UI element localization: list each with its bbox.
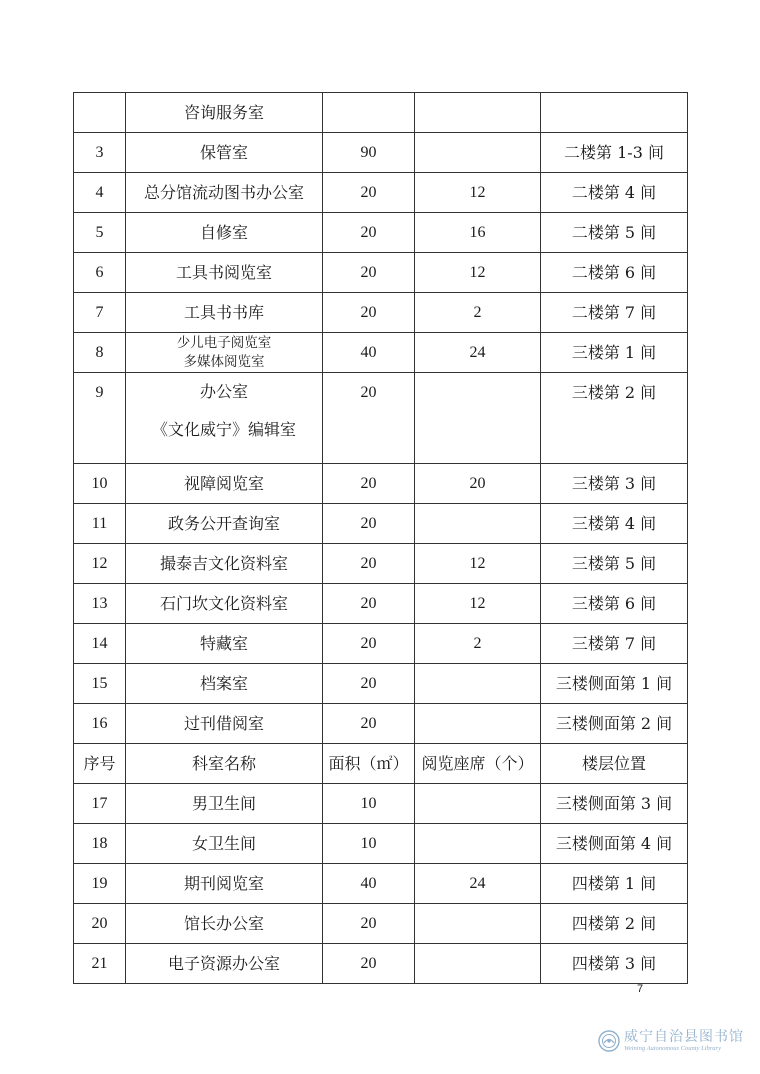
- room-floor: 二楼第 4 间: [541, 173, 688, 213]
- room-name: [126, 373, 323, 464]
- room-area: 20: [323, 704, 415, 744]
- row-number: 15: [74, 664, 126, 704]
- row-number: 7: [74, 293, 126, 333]
- room-floor: 三楼第 4 间: [541, 504, 688, 544]
- room-seats: 2: [415, 293, 541, 333]
- room-area: 20: [323, 293, 415, 333]
- room-floor: 二楼第 1-3 间: [541, 133, 688, 173]
- watermark-title: 威宁自治县图书馆: [624, 1029, 744, 1045]
- table-row: [74, 333, 688, 373]
- room-area: 20: [323, 504, 415, 544]
- room-name: 过刊借阅室: [126, 704, 323, 744]
- table-row: [74, 504, 688, 544]
- table-row: [74, 944, 688, 984]
- room-name-line: 多媒体阅览室: [183, 353, 265, 370]
- room-seats: 2: [415, 624, 541, 664]
- row-number: 21: [74, 944, 126, 984]
- room-floor: 三楼第 2 间: [541, 373, 688, 464]
- header-number: 序号: [74, 744, 126, 784]
- row-number: 4: [74, 173, 126, 213]
- room-seats: [415, 664, 541, 704]
- room-area: 20: [323, 584, 415, 624]
- page-number: 7: [637, 983, 644, 995]
- room-seats: 12: [415, 253, 541, 293]
- table-row: [74, 373, 688, 464]
- row-number: 17: [74, 784, 126, 824]
- room-name-line: 少儿电子阅览室: [176, 334, 272, 351]
- table-row: [74, 253, 688, 293]
- room-floor: 二楼第 7 间: [541, 293, 688, 333]
- room-floor: 三楼侧面第 1 间: [541, 664, 688, 704]
- room-seats: [415, 784, 541, 824]
- room-name: 工具书书库: [126, 293, 323, 333]
- row-number: [74, 93, 126, 133]
- room-area: 20: [323, 173, 415, 213]
- room-floor: 三楼侧面第 2 间: [541, 704, 688, 744]
- room-area: 20: [323, 213, 415, 253]
- room-floor: 四楼第 3 间: [541, 944, 688, 984]
- room-area: 10: [323, 824, 415, 864]
- table-row: [74, 464, 688, 504]
- room-seats: 12: [415, 544, 541, 584]
- row-number: 18: [74, 824, 126, 864]
- row-number: 9: [74, 373, 126, 464]
- room-name: 咨询服务室: [126, 93, 323, 133]
- room-name: 男卫生间: [126, 784, 323, 824]
- room-floor: 三楼第 5 间: [541, 544, 688, 584]
- header-room-name: 科室名称: [126, 744, 323, 784]
- table-row: [74, 293, 688, 333]
- room-area: 20: [323, 664, 415, 704]
- room-name: 工具书阅览室: [126, 253, 323, 293]
- room-area: 20: [323, 904, 415, 944]
- room-area: [323, 93, 415, 133]
- rooms-table: [73, 92, 688, 984]
- table-row: [74, 664, 688, 704]
- room-floor: 三楼侧面第 4 间: [541, 824, 688, 864]
- room-name: 石门坎文化资料室: [126, 584, 323, 624]
- room-seats: [415, 373, 541, 464]
- table-row: [74, 544, 688, 584]
- watermark-subtitle: Weining Autonomous County Library: [624, 1045, 721, 1052]
- library-logo-icon: [598, 1030, 620, 1052]
- room-floor: 三楼侧面第 3 间: [541, 784, 688, 824]
- table-row: [74, 173, 688, 213]
- table-row: [74, 133, 688, 173]
- room-name: 自修室: [126, 213, 323, 253]
- room-seats: [415, 824, 541, 864]
- row-number: 6: [74, 253, 126, 293]
- room-area: 20: [323, 253, 415, 293]
- room-seats: 24: [415, 864, 541, 904]
- room-area: 20: [323, 944, 415, 984]
- header-floor: 楼层位置: [541, 744, 688, 784]
- room-seats: 12: [415, 173, 541, 213]
- room-floor: 三楼第 3 间: [541, 464, 688, 504]
- room-floor: 三楼第 7 间: [541, 624, 688, 664]
- table-row: [74, 824, 688, 864]
- row-number: 5: [74, 213, 126, 253]
- room-floor: 三楼第 6 间: [541, 584, 688, 624]
- room-name-line: 办公室: [199, 382, 248, 401]
- room-seats: [415, 133, 541, 173]
- room-name: 总分馆流动图书办公室: [126, 173, 323, 213]
- room-seats: [415, 944, 541, 984]
- room-name: 保管室: [126, 133, 323, 173]
- row-number: 19: [74, 864, 126, 904]
- room-name: 政务公开查询室: [126, 504, 323, 544]
- row-number: 10: [74, 464, 126, 504]
- room-floor: 四楼第 2 间: [541, 904, 688, 944]
- room-name-line: 《文化威宁》编辑室: [151, 420, 296, 439]
- room-seats: [415, 704, 541, 744]
- table-row: [74, 864, 688, 904]
- row-number: 8: [74, 333, 126, 373]
- room-name: 档案室: [126, 664, 323, 704]
- room-area: 10: [323, 784, 415, 824]
- room-name: 期刊阅览室: [126, 864, 323, 904]
- room-name: 馆长办公室: [126, 904, 323, 944]
- room-seats: 16: [415, 213, 541, 253]
- room-name: 特藏室: [126, 624, 323, 664]
- row-number: 11: [74, 504, 126, 544]
- row-number: 12: [74, 544, 126, 584]
- table-row: [74, 904, 688, 944]
- library-watermark: [598, 1030, 744, 1053]
- room-seats: [415, 904, 541, 944]
- room-name: [126, 333, 323, 373]
- table-row: [74, 584, 688, 624]
- room-floor: 二楼第 5 间: [541, 213, 688, 253]
- table-header-row: [74, 744, 688, 784]
- room-area: 20: [323, 544, 415, 584]
- room-floor: 四楼第 1 间: [541, 864, 688, 904]
- table-row: [74, 624, 688, 664]
- row-number: 14: [74, 624, 126, 664]
- row-number: 16: [74, 704, 126, 744]
- header-seats: 阅览座席（个）: [415, 744, 541, 784]
- room-area: 20: [323, 624, 415, 664]
- header-area: 面积（㎡）: [323, 744, 415, 784]
- room-name: 视障阅览室: [126, 464, 323, 504]
- row-number: 3: [74, 133, 126, 173]
- table-row: [74, 213, 688, 253]
- room-seats: 20: [415, 464, 541, 504]
- room-area: 20: [323, 373, 415, 464]
- room-area: 90: [323, 133, 415, 173]
- room-area: 40: [323, 864, 415, 904]
- room-seats: [415, 93, 541, 133]
- room-seats: 24: [415, 333, 541, 373]
- row-number: 20: [74, 904, 126, 944]
- table-row: [74, 704, 688, 744]
- room-seats: [415, 504, 541, 544]
- row-number: 13: [74, 584, 126, 624]
- table-row: [74, 784, 688, 824]
- room-name: 女卫生间: [126, 824, 323, 864]
- room-name: 撮泰吉文化资料室: [126, 544, 323, 584]
- room-area: 40: [323, 333, 415, 373]
- table-row: [74, 93, 688, 133]
- room-floor: 二楼第 6 间: [541, 253, 688, 293]
- room-seats: 12: [415, 584, 541, 624]
- room-floor: 三楼第 1 间: [541, 333, 688, 373]
- room-area: 20: [323, 464, 415, 504]
- room-name: 电子资源办公室: [126, 944, 323, 984]
- room-floor: [541, 93, 688, 133]
